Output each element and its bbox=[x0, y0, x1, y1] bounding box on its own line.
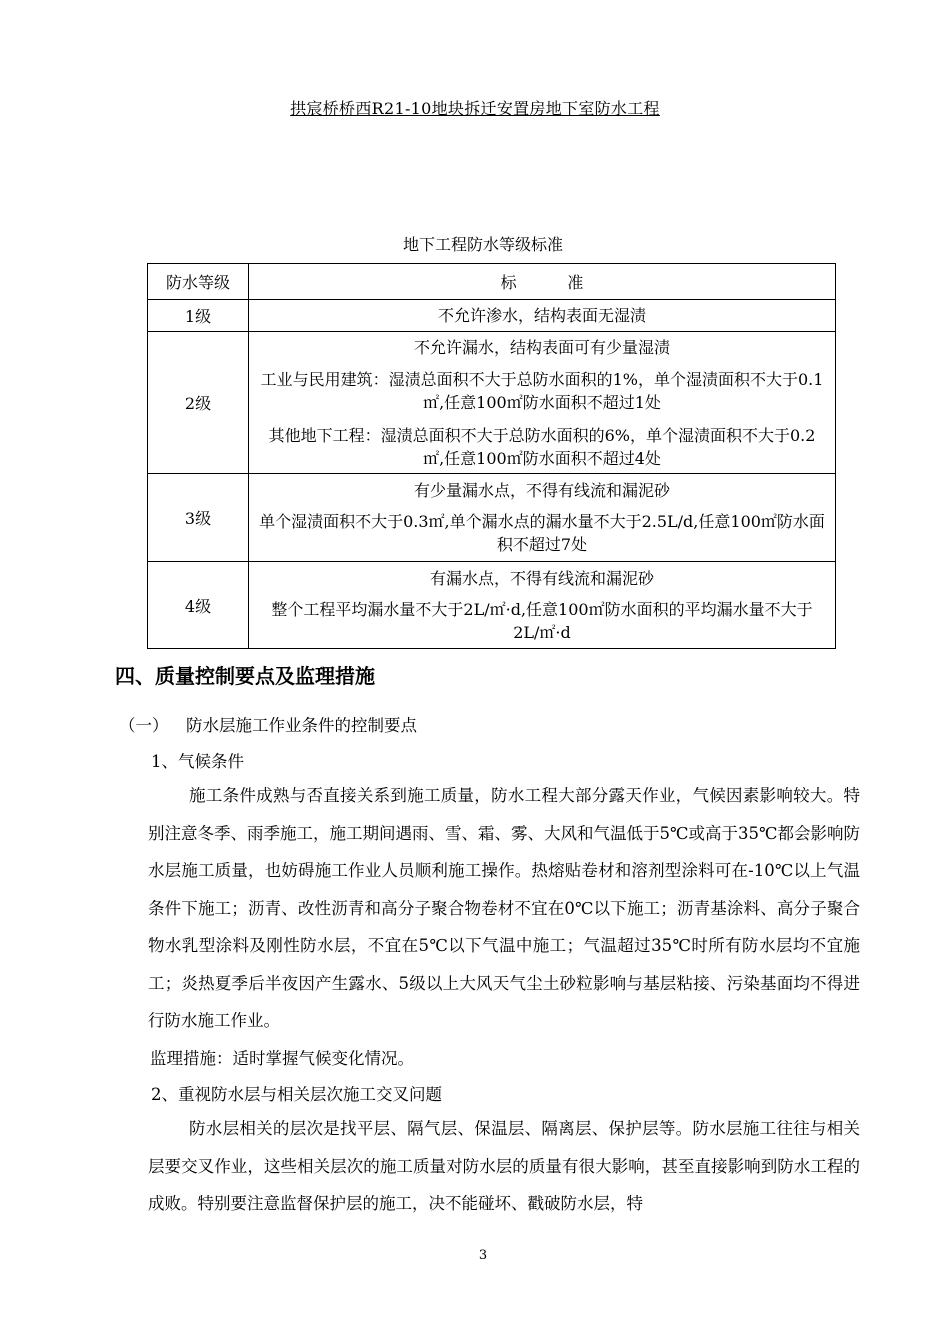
grade-cell: 2级 bbox=[148, 332, 249, 474]
standard-line: 不允许渗水，结构表面无湿渍 bbox=[437, 305, 646, 325]
page-number: 3 bbox=[478, 1248, 488, 1263]
table-caption: 地下工程防水等级标准 bbox=[402, 235, 563, 254]
standard-line: 工业与民用建筑：湿渍总面积不大于总防水面积的1%，单个湿渍面积不大于0.1㎡,任意100㎡防水面积不超过1处 bbox=[260, 369, 824, 412]
standard-cell bbox=[249, 300, 836, 332]
column-header-standard bbox=[249, 264, 836, 300]
standard-cell bbox=[249, 474, 836, 562]
item-title: 2、重视防水层与相关层次施工交叉问题 bbox=[151, 1085, 442, 1104]
table-header-row bbox=[148, 264, 836, 300]
standard-line: 单个湿渍面积不大于0.3㎡,单个漏水点的漏水量不大于2.5L/d,任意100㎡防水面积不超过7处 bbox=[259, 512, 825, 554]
standard-cell bbox=[249, 562, 836, 649]
standard-line: 整个工程平均漏水量不大于2L/㎡·d,任意100㎡防水面积的平均漏水量不大于2L/㎡·d bbox=[271, 599, 813, 642]
table-row bbox=[148, 300, 836, 332]
standard-cell bbox=[249, 332, 836, 474]
standard-line: 不允许漏水，结构表面可有少量湿渍 bbox=[413, 337, 670, 357]
item-title: 1、气候条件 bbox=[151, 752, 244, 771]
grade-cell: 3级 bbox=[148, 474, 249, 562]
grade-cell: 1级 bbox=[148, 300, 249, 332]
supervision-measure: 监理措施：适时掌握气候变化情况。 bbox=[150, 1049, 414, 1068]
column-header-level: 防水等级 bbox=[148, 264, 249, 300]
table-row bbox=[148, 332, 836, 474]
standard-line: 有漏水点，不得有线流和漏泥砂 bbox=[429, 568, 654, 588]
body-paragraph: 防水层相关的层次是找平层、隔气层、保温层、隔离层、保护层等。防水层施工往往与相关层要交叉作业，这些相关层次的施工质量对防水层的质量有很大影响，甚至直接影响到防水工程的成败。特别要注意监督保护层的施工，决不能碰坏、戳破防水层，特 bbox=[148, 1119, 860, 1213]
document-header bbox=[0, 96, 950, 119]
subsection-title: 防水层施工作业条件的控制要点 bbox=[186, 716, 417, 735]
table-row bbox=[148, 474, 836, 562]
header-title: 拱宸桥桥西R21-10地块拆迁安置房地下室防水工程 bbox=[290, 99, 660, 118]
grade-cell: 4级 bbox=[148, 562, 249, 649]
section-heading: 四、质量控制要点及监理措施 bbox=[115, 664, 375, 688]
standard-line: 有少量漏水点，不得有线流和漏泥砂 bbox=[413, 481, 670, 500]
column-header-standard-text: 标 准 bbox=[500, 273, 584, 292]
body-paragraph: 施工条件成熟与否直接关系到施工质量，防水工程大部分露天作业，气候因素影响较大。特别注意冬季、雨季施工，施工期间遇雨、雪、霜、雾、大风和气温低于5℃或高于35℃都会影响防水层施工质量，也妨碍施工作业人员顺利施工操作。热熔贴卷材和溶剂型涂料可在-10℃以上气温条件下施工；沥青、改性沥青和高分子聚合物卷材不宜在0℃以下施工；沥青基涂料、高分子聚合物水乳型涂料及刚性防水层，不宜在5℃以下气温中施工；气温超过35℃时所有防水层均不宜施工；炎热夏季后半夜因产生露水、5级以上大风天气尘土砂粒影响与基层粘接、污染基面均不得进行防水施工作业。 bbox=[148, 786, 860, 1030]
subsection-number: （一） bbox=[119, 716, 169, 735]
waterproof-grade-table bbox=[147, 263, 836, 649]
standard-line: 其他地下工程：湿渍总面积不大于总防水面积的6%，单个湿渍面积不大于0.2㎡,任意100㎡防水面积不超过4处 bbox=[268, 425, 816, 468]
table-row bbox=[148, 562, 836, 649]
